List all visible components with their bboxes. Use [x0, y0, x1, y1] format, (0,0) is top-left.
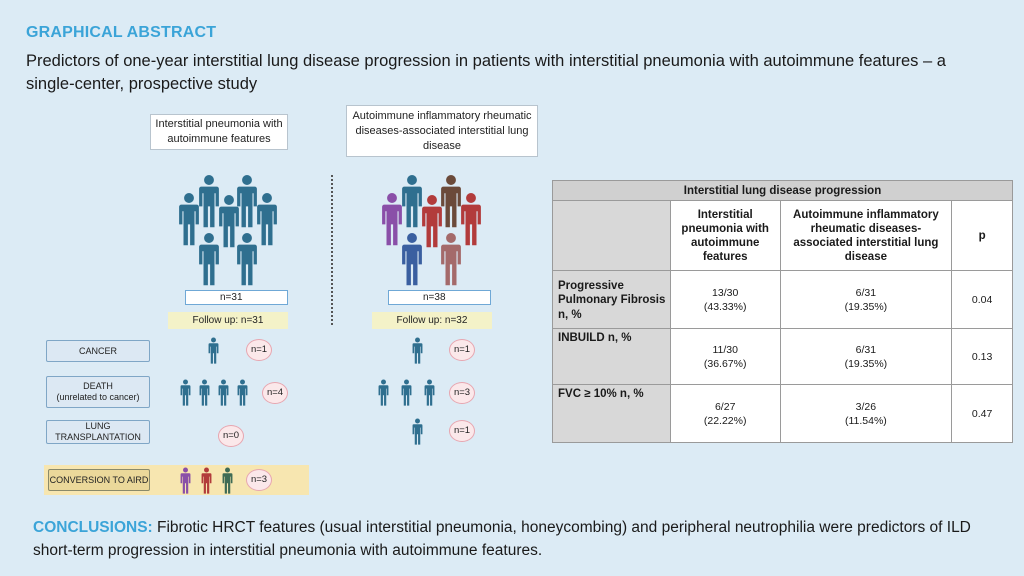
person-icon — [256, 190, 278, 250]
person-icon — [424, 379, 435, 407]
person-icon — [378, 379, 389, 407]
conclusion-body: Fibrotic HRCT features (usual interstitial pneumonia, honeycombing) and peripheral neutrophilia were predictors of ILD short-term progression in interstitial pneumonia with autoimmune features. — [33, 519, 971, 559]
col-header-aird: Autoimmune inflammatory rheumatic diseases-associated interstitial lung disease — [780, 201, 952, 271]
person-icon — [198, 230, 220, 290]
col-header-p: p — [952, 201, 1013, 271]
person-icon — [180, 379, 191, 407]
table-row — [553, 271, 1013, 329]
person-icon — [412, 418, 423, 446]
row-label: Progressive Pulmonary Fibrosis n, % — [553, 271, 671, 329]
outcome-cancer-label: CANCER — [46, 340, 150, 362]
cell-p: 0.04 — [952, 271, 1013, 329]
table-row — [553, 329, 1013, 385]
right-group-title: Autoimmune inflammatory rheumatic diseases-associated interstitial lung disease — [346, 105, 538, 157]
person-icon — [401, 230, 423, 290]
study-title: Predictors of one-year interstitial lung disease progression in patients with interstitial pneumonia with autoimmune features – a single-center, prospective study — [26, 52, 946, 93]
right-n-count: n=38 — [388, 290, 491, 305]
right-death-count: n=3 — [449, 382, 475, 404]
cell-ipaf: 6/27 (22.22%) — [670, 385, 780, 443]
conclusion-text — [33, 516, 1003, 562]
cell-p: 0.13 — [952, 329, 1013, 385]
group-divider — [331, 175, 333, 325]
person-icon — [460, 190, 482, 250]
left-cancer-count: n=1 — [246, 339, 272, 361]
person-icon — [222, 467, 233, 495]
left-transplant-count: n=0 — [218, 425, 244, 447]
person-icon — [440, 172, 462, 232]
cell-aird: 3/26 (11.54%) — [780, 385, 952, 443]
person-icon — [218, 379, 229, 407]
left-n-count: n=31 — [185, 290, 288, 305]
right-follow-up: Follow up: n=32 — [372, 312, 492, 329]
conclusion-lead: CONCLUSIONS: — [33, 519, 153, 536]
col-header-ipaf: Interstitial pneumonia with autoimmune features — [670, 201, 780, 271]
table-corner — [553, 201, 671, 271]
left-follow-up: Follow up: n=31 — [168, 312, 288, 329]
person-icon — [381, 190, 403, 250]
right-cancer-count: n=1 — [449, 339, 475, 361]
cell-aird: 6/31 (19.35%) — [780, 271, 952, 329]
graphical-abstract-label: GRAPHICAL ABSTRACT — [26, 24, 217, 41]
cell-ipaf: 13/30 (43.33%) — [670, 271, 780, 329]
person-icon — [412, 337, 423, 365]
outcome-conversion-label: CONVERSION TO AIRD — [48, 469, 150, 491]
progression-table — [552, 180, 1013, 443]
person-icon — [199, 379, 210, 407]
table-title: Interstitial lung disease progression — [553, 181, 1013, 201]
person-icon — [440, 230, 462, 290]
person-icon — [208, 337, 219, 365]
person-icon — [178, 190, 200, 250]
person-icon — [198, 172, 220, 232]
right-transplant-count: n=1 — [449, 420, 475, 442]
person-icon — [401, 379, 412, 407]
person-icon — [237, 379, 248, 407]
cell-p: 0.47 — [952, 385, 1013, 443]
left-death-count: n=4 — [262, 382, 288, 404]
row-label: FVC ≥ 10% n, % — [553, 385, 671, 443]
table-row — [553, 385, 1013, 443]
outcome-transplant-label: LUNG TRANSPLANTATION — [46, 420, 150, 444]
left-conversion-count: n=3 — [246, 469, 272, 491]
person-icon — [236, 172, 258, 232]
row-label: INBUILD n, % — [553, 329, 671, 385]
person-icon — [236, 230, 258, 290]
left-group-title: Interstitial pneumonia with autoimmune features — [150, 114, 288, 150]
cell-aird: 6/31 (19.35%) — [780, 329, 952, 385]
outcome-death-label: DEATH (unrelated to cancer) — [46, 376, 150, 408]
person-icon — [180, 467, 191, 495]
person-icon — [401, 172, 423, 232]
cell-ipaf: 11/30 (36.67%) — [670, 329, 780, 385]
person-icon — [201, 467, 212, 495]
